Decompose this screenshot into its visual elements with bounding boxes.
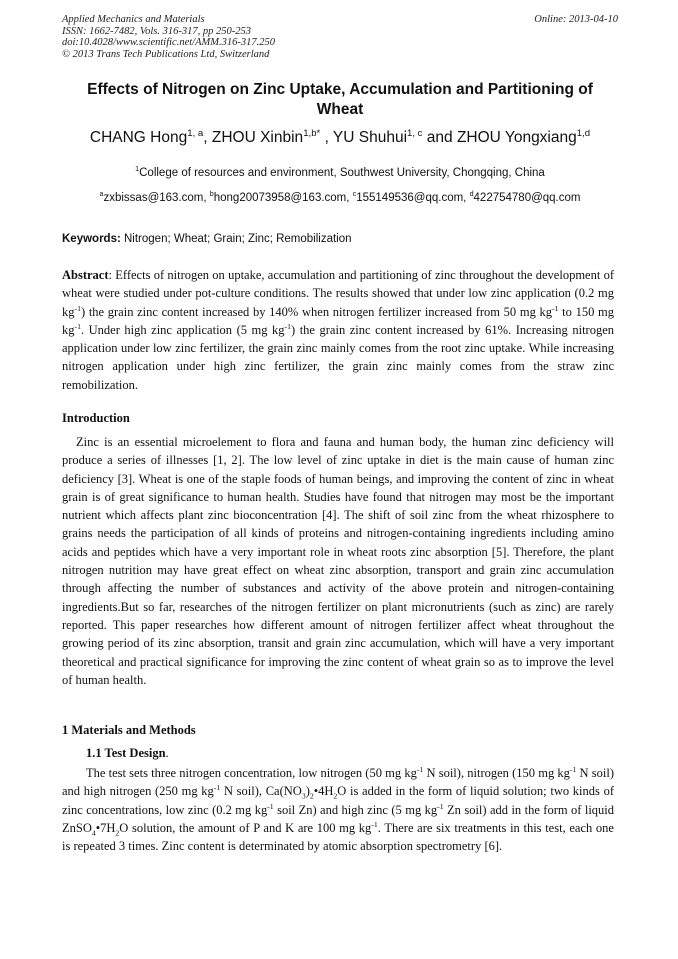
subscript: 3 bbox=[301, 791, 306, 801]
abstract-text: . Under high zinc application (5 mg kg bbox=[80, 322, 285, 337]
author-name: YU Shuhui bbox=[332, 129, 408, 146]
email-address: zxbissas@163.com bbox=[103, 192, 204, 204]
text-run: N soil) and high nitrogen (250 mg kg bbox=[62, 766, 614, 799]
subscript: 2 bbox=[115, 828, 120, 838]
test-design-heading bbox=[86, 746, 169, 761]
abstract-text: : Effects of nitrogen on uptake, accumulation and partitioning of zinc throughout the development of wheat were studied under pot-culture conditions. The results showed that under low zinc application (0.2 mg kg bbox=[62, 268, 614, 319]
abstract bbox=[62, 266, 614, 394]
email-mark: a bbox=[99, 190, 104, 199]
methods-heading: 1 Materials and Methods bbox=[62, 723, 196, 737]
subscript: 4 bbox=[91, 828, 96, 838]
keywords bbox=[62, 231, 618, 247]
exponent: -1 bbox=[74, 303, 81, 313]
email-separator: , bbox=[463, 192, 470, 204]
exponent: -1 bbox=[371, 819, 378, 829]
author-name: CHANG Hong bbox=[89, 129, 188, 146]
introduction-paragraph: Zinc is an essential microelement to flora and fauna and human body, the human zinc deficiency will produce a series of illnesses [1, 2]. The low level of zinc uptake in diet is the main cause of human zinc deficiency [3]. Wheat is one of the staple foods of human beings, and improving the content of zinc in wheat grain is of great significance to human health. Studies have found that nitrogen may most be the important nutrient which affects plant zinc bioconcentration [4]. The shift of soil zinc from the wheat rhizosphere to grains needs the participation of all kinds of proteins and nitrogen-containing ingredients including amino acids and peptides which have a very important role in wheat roots zinc absorption [5]. Therefore, the plant nitrogen nutrition may have great effect on wheat zinc absorption, transport and grain zinc accumulation through affecting the number of substances and activity of the above protein and nitrogen-containing ingredients.But so far, researches of the nitrogen fertilizer on plant micronutrients (such as zinc) are rarely reported. This paper researches how different amount of nitrogen fertilizer affect wheat throughout the growing period of its zinc absorption, transit and grain zinc accumulation, which will have a very important theoretical and practical significance for improving the zinc content of wheat grain so as to improve the level of human health. bbox=[62, 435, 614, 687]
author-affiliation-mark: 1,d bbox=[576, 127, 591, 139]
author-affiliation-mark: 1,b* bbox=[303, 127, 321, 139]
test-design-period: . bbox=[165, 746, 169, 760]
exponent: -1 bbox=[284, 321, 292, 331]
abstract-text: ) the grain zinc content increased by 140% when nitrogen fertilizer increased from 50 mg kg bbox=[80, 304, 553, 319]
text-run: O is added in the form of liquid solution; two kinds of zinc concentrations, low zinc (0.2 mg kg bbox=[62, 784, 614, 817]
author-affiliation-mark: 1, a bbox=[187, 127, 204, 139]
text-run: N soil), nitrogen (150 mg kg bbox=[423, 766, 570, 780]
text-run: •7H bbox=[95, 820, 116, 835]
exponent: -1 bbox=[74, 321, 81, 331]
email-mark: b bbox=[209, 190, 214, 199]
text-run: •4H bbox=[313, 784, 334, 799]
subscript: 2 bbox=[309, 791, 314, 801]
author-separator: , bbox=[203, 129, 212, 146]
journal-header bbox=[62, 14, 618, 60]
abstract-label: Abstract bbox=[62, 268, 109, 282]
author-separator: and bbox=[422, 129, 457, 146]
keywords-label: Keywords: bbox=[62, 233, 121, 245]
email-address: 155149536@qq.com bbox=[356, 192, 464, 204]
introduction-heading: Introduction bbox=[62, 411, 130, 425]
email-address: 422754780@qq.com bbox=[473, 192, 581, 204]
exponent: -1 bbox=[569, 764, 577, 774]
subscript: 2 bbox=[333, 791, 338, 801]
text-run: ) bbox=[305, 784, 310, 799]
text-run: O solution, the amount of P and K are 100 mg kg bbox=[119, 820, 372, 835]
journal-name: Applied Mechanics and Materials bbox=[62, 14, 205, 25]
copyright-line: © 2013 Trans Tech Publications Ltd, Switzerland bbox=[62, 48, 270, 60]
exponent: -1 bbox=[267, 801, 274, 811]
author-list bbox=[62, 128, 618, 148]
email-address: hong20073958@163.com bbox=[213, 192, 347, 204]
email-separator: , bbox=[346, 192, 353, 204]
doi-line: doi:10.4028/www.scientific.net/AMM.316-317.250 bbox=[62, 37, 275, 48]
text-run: The test sets three nitrogen concentration, low nitrogen (50 mg kg bbox=[86, 766, 417, 780]
keywords-text: Nitrogen; Wheat; Grain; Zinc; Remobilization bbox=[120, 233, 352, 245]
test-design-paragraph bbox=[62, 764, 614, 855]
exponent: -1 bbox=[437, 801, 444, 811]
exponent: -1 bbox=[213, 783, 221, 793]
paper-title: Effects of Nitrogen on Zinc Uptake, Accumulation and Partitioning of Wheat bbox=[87, 81, 593, 118]
author-affiliation-mark: 1, c bbox=[407, 127, 423, 139]
author-name: ZHOU Xinbin bbox=[211, 129, 304, 146]
test-design-title: 1.1 Test Design bbox=[86, 746, 166, 760]
email-mark: c bbox=[352, 190, 357, 199]
email-mark: d bbox=[469, 190, 474, 199]
text-run: . There are six treatments in this test, each one is repeated 3 times. Zinc content is determinated by atomic absorption spectrometry [6]. bbox=[62, 820, 614, 854]
author-name: ZHOU Yongxiang bbox=[456, 129, 577, 146]
text-run: soil Zn) and high zinc (5 mg kg bbox=[273, 802, 438, 817]
affiliation-text: College of resources and environment, Southwest University, Chongqing, China bbox=[139, 167, 545, 179]
exponent: -1 bbox=[416, 764, 424, 774]
abstract-text: to 150 mg kg bbox=[62, 304, 614, 337]
author-separator: , bbox=[320, 129, 333, 146]
text-run: Zn soil) add in the form of liquid ZnSO bbox=[62, 802, 615, 835]
affiliation-mark: 1 bbox=[135, 165, 140, 174]
exponent: -1 bbox=[552, 303, 559, 313]
abstract-text: ) the grain zinc content increased by 61%. Increasing nitrogen application under low zinc fertilizer, the grain zinc mainly comes from the root zinc uptake. While increasing nitrogen application under high zinc fertilizer, the grain zinc mainly comes from the straw zinc remobilization. bbox=[62, 322, 615, 392]
online-date: Online: 2013-04-10 bbox=[534, 14, 618, 25]
issn-line: ISSN: 1662-7482, Vols. 316-317, pp 250-253 bbox=[62, 25, 251, 37]
email-list bbox=[62, 190, 618, 206]
affiliation bbox=[62, 165, 618, 181]
email-separator: , bbox=[203, 192, 210, 204]
text-run: N soil), Ca(NO bbox=[220, 784, 302, 799]
